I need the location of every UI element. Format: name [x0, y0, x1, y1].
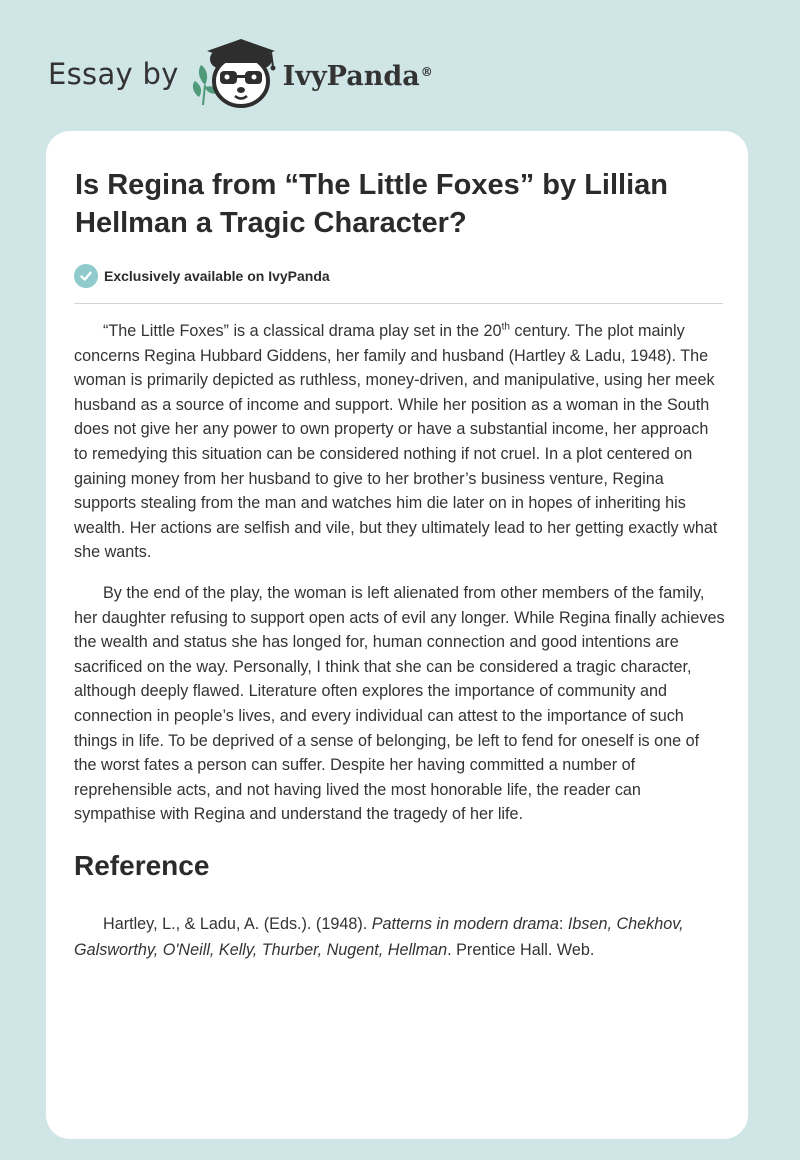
check-icon — [74, 264, 98, 288]
essay-body — [74, 319, 726, 843]
essay-by-label: Essay by — [48, 57, 179, 91]
essay-title: Is Regina from “The Little Foxes” by Lillian Hellman a Tragic Character? — [75, 169, 668, 239]
site-header — [48, 34, 433, 114]
badge-label: Exclusively available on IvyPanda — [104, 268, 330, 284]
reference-entry: Hartley, L., & Ladu, A. (Eds.). (1948). Patterns in modern drama: Ibsen, Chekhov, Galsworthy, O'Neill, Kelly, Thurber, Nugent, Hellman. Prentice Hall. Web. — [74, 915, 684, 959]
divider — [74, 303, 723, 304]
panda-logo-icon[interactable] — [191, 35, 281, 113]
brand-name[interactable]: IvyPanda® — [282, 60, 433, 92]
essay-card — [46, 131, 748, 1139]
paragraph-2: By the end of the play, the woman is left alienated from other members of the family, her daughter refusing to support open acts of evil any longer. While Regina finally achieves the wealth and status she has longed for, human connection and good intentions are sacrificed on the way. Personally, I think that she can be considered a tragic character, although deeply flawed. Literature often explores the importance of community and connection in people’s lives, and every individual can attest to the importance of such things in life. To be deprived of a sense of belonging, be left to fend for oneself is one of the worst fates a person can suffer. Despite her having committed a number of reprehensible acts, and not having lived the most honorable life, the reader can sympathise with Regina and understand the tragedy of her life. — [74, 583, 725, 824]
exclusive-badge — [74, 264, 330, 288]
paragraph-1: “The Little Foxes” is a classical drama play set in the 20th century. The plot mainly concerns Regina Hubbard Giddens, her family and husband (Hartley & Ladu, 1948). The woman is primarily depicted as ruthless, money-driven, and manipulative, using her meek husband as a source of income and support. While her position as a woman in the South does not give her any power to own property or have a substantial income, her approach to remedying this situation can be considered nothing if not cruel. In a plot centered on gaining money from her husband to give to her brother’s business venture, Regina supports stealing from the man and watches him die later on in hopes of inheriting his wealth. Her actions are selfish and vile, but they ultimately lead to her getting exactly what she wants. — [74, 321, 718, 562]
reference-heading: Reference — [74, 850, 210, 881]
